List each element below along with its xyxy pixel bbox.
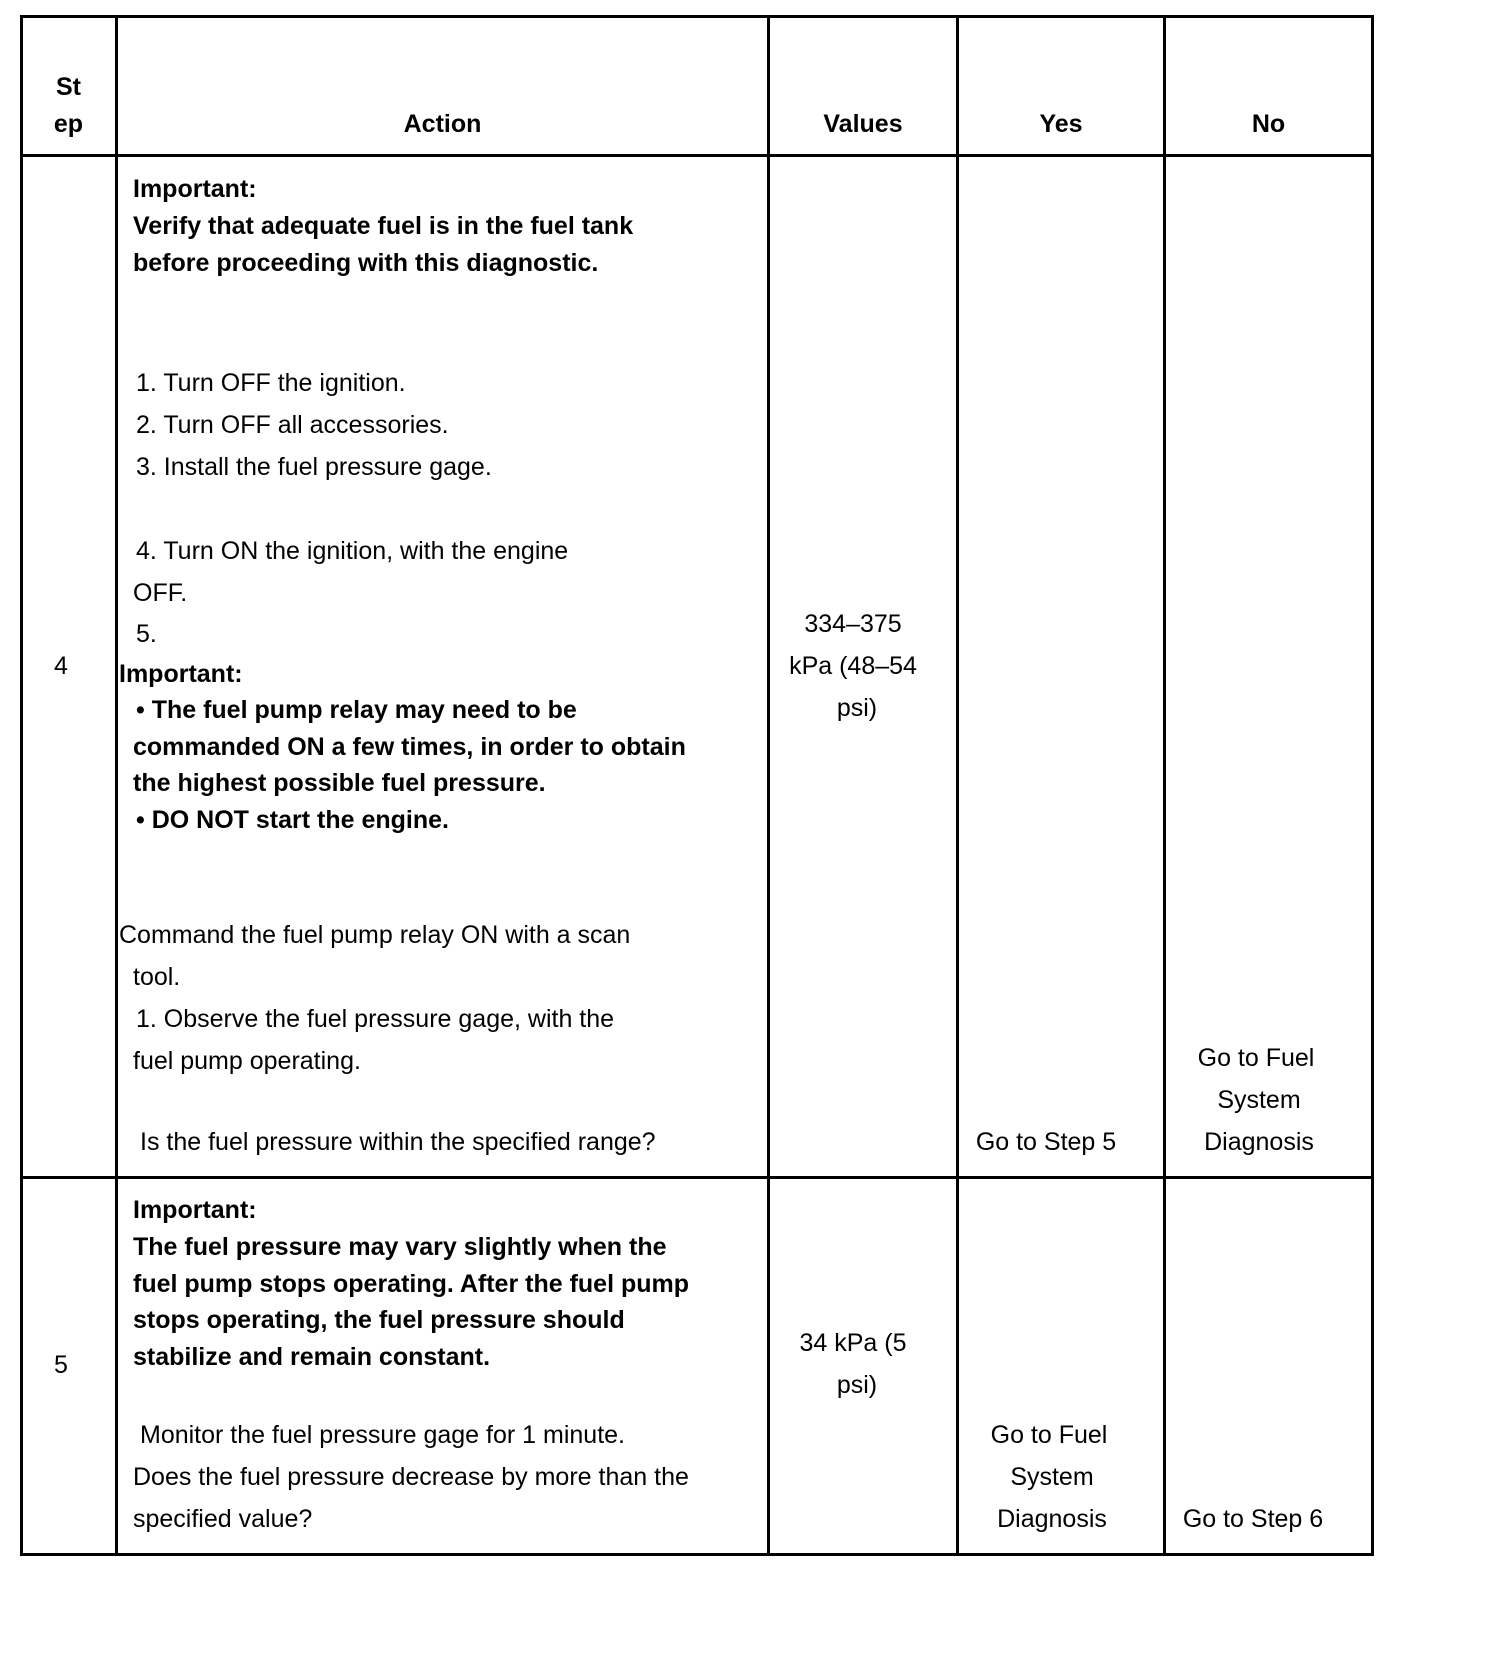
row-4-values-1: 334–375 — [804, 610, 902, 638]
row-5-yes-1: Go to Fuel — [990, 1421, 1108, 1449]
row-4-yes: Go to Step 5 — [975, 1128, 1117, 1156]
column-divider-values — [767, 15, 770, 1556]
row-4-values-2: kPa (48–54 — [789, 652, 917, 680]
row-5-no: Go to Step 6 — [1182, 1505, 1324, 1533]
row-4-step-3: 3. Install the fuel pressure gage. — [136, 453, 492, 481]
row-4-step-1: 1. Turn OFF the ignition. — [136, 369, 406, 397]
row-4-no-1: Go to Fuel — [1197, 1044, 1315, 1072]
row-4-step: 4 — [54, 652, 68, 680]
row-4-observe-2: fuel pump operating. — [133, 1047, 361, 1075]
header-values: Values — [823, 110, 903, 138]
header-action: Action — [403, 110, 482, 138]
row-4-important2-title: Important: — [119, 660, 243, 688]
column-divider-yes — [956, 15, 959, 1556]
column-divider-no — [1163, 15, 1166, 1556]
row-4-important-title: Important: — [133, 175, 257, 203]
table-border-top — [20, 15, 1374, 18]
row-4-important-text-1: Verify that adequate fuel is in the fuel tank — [133, 212, 634, 240]
row-5-important-text-4: stabilize and remain constant. — [133, 1343, 491, 1371]
row-4-step-2: 2. Turn OFF all accessories. — [136, 411, 449, 439]
row-4-command-1: Command the fuel pump relay ON with a scan — [119, 921, 631, 949]
row-4-command-2: tool. — [133, 963, 181, 991]
row-4-no-3: Diagnosis — [1204, 1128, 1314, 1156]
row-4-step-4: 4. Turn ON the ignition, with the engine — [136, 537, 569, 565]
row-4-values-3: psi) — [836, 694, 878, 722]
row-5-important-text-2: fuel pump stops operating. After the fuel pump — [133, 1270, 690, 1298]
row-4-step-5: 5. — [136, 620, 157, 648]
header-no: No — [1251, 110, 1286, 138]
header-step-line-2: ep — [53, 110, 84, 138]
row-5-important-text-1: The fuel pressure may vary slightly when the — [133, 1233, 667, 1261]
row-5-yes-2: System — [1010, 1463, 1094, 1491]
row-5-important-text-3: stops operating, the fuel pressure should — [133, 1306, 625, 1334]
row-4-bullet-2: • DO NOT start the engine. — [136, 806, 449, 834]
row-4-question: Is the fuel pressure within the specified range? — [140, 1128, 656, 1156]
header-divider — [20, 154, 1374, 157]
row-divider — [20, 1176, 1374, 1179]
table-border-left — [20, 15, 23, 1556]
row-5-values-1: 34 kPa (5 — [799, 1329, 907, 1357]
row-4-step-4-cont: OFF. — [133, 579, 188, 607]
table-border-bottom — [20, 1553, 1374, 1556]
row-5-monitor: Monitor the fuel pressure gage for 1 minute. — [140, 1421, 625, 1449]
row-4-no-2: System — [1217, 1086, 1301, 1114]
column-divider-action — [115, 15, 118, 1556]
row-4-bullet-1-cont-1: commanded ON a few times, in order to obtain — [133, 733, 686, 761]
row-5-question-1: Does the fuel pressure decrease by more than the — [133, 1463, 689, 1491]
row-5-important-title: Important: — [133, 1196, 257, 1224]
row-4-important-text-2: before proceeding with this diagnostic. — [133, 249, 599, 277]
row-5-yes-3: Diagnosis — [997, 1505, 1107, 1533]
header-yes: Yes — [1039, 110, 1083, 138]
row-4-bullet-1: • The fuel pump relay may need to be — [136, 696, 577, 724]
row-5-step: 5 — [54, 1351, 68, 1379]
row-4-observe-1: 1. Observe the fuel pressure gage, with the — [136, 1005, 615, 1033]
table-border-right — [1371, 15, 1374, 1556]
row-5-question-2: specified value? — [133, 1505, 313, 1533]
header-step-line-1: St — [56, 73, 81, 101]
row-5-values-2: psi) — [836, 1371, 878, 1399]
row-4-bullet-1-cont-2: the highest possible fuel pressure. — [133, 769, 546, 797]
